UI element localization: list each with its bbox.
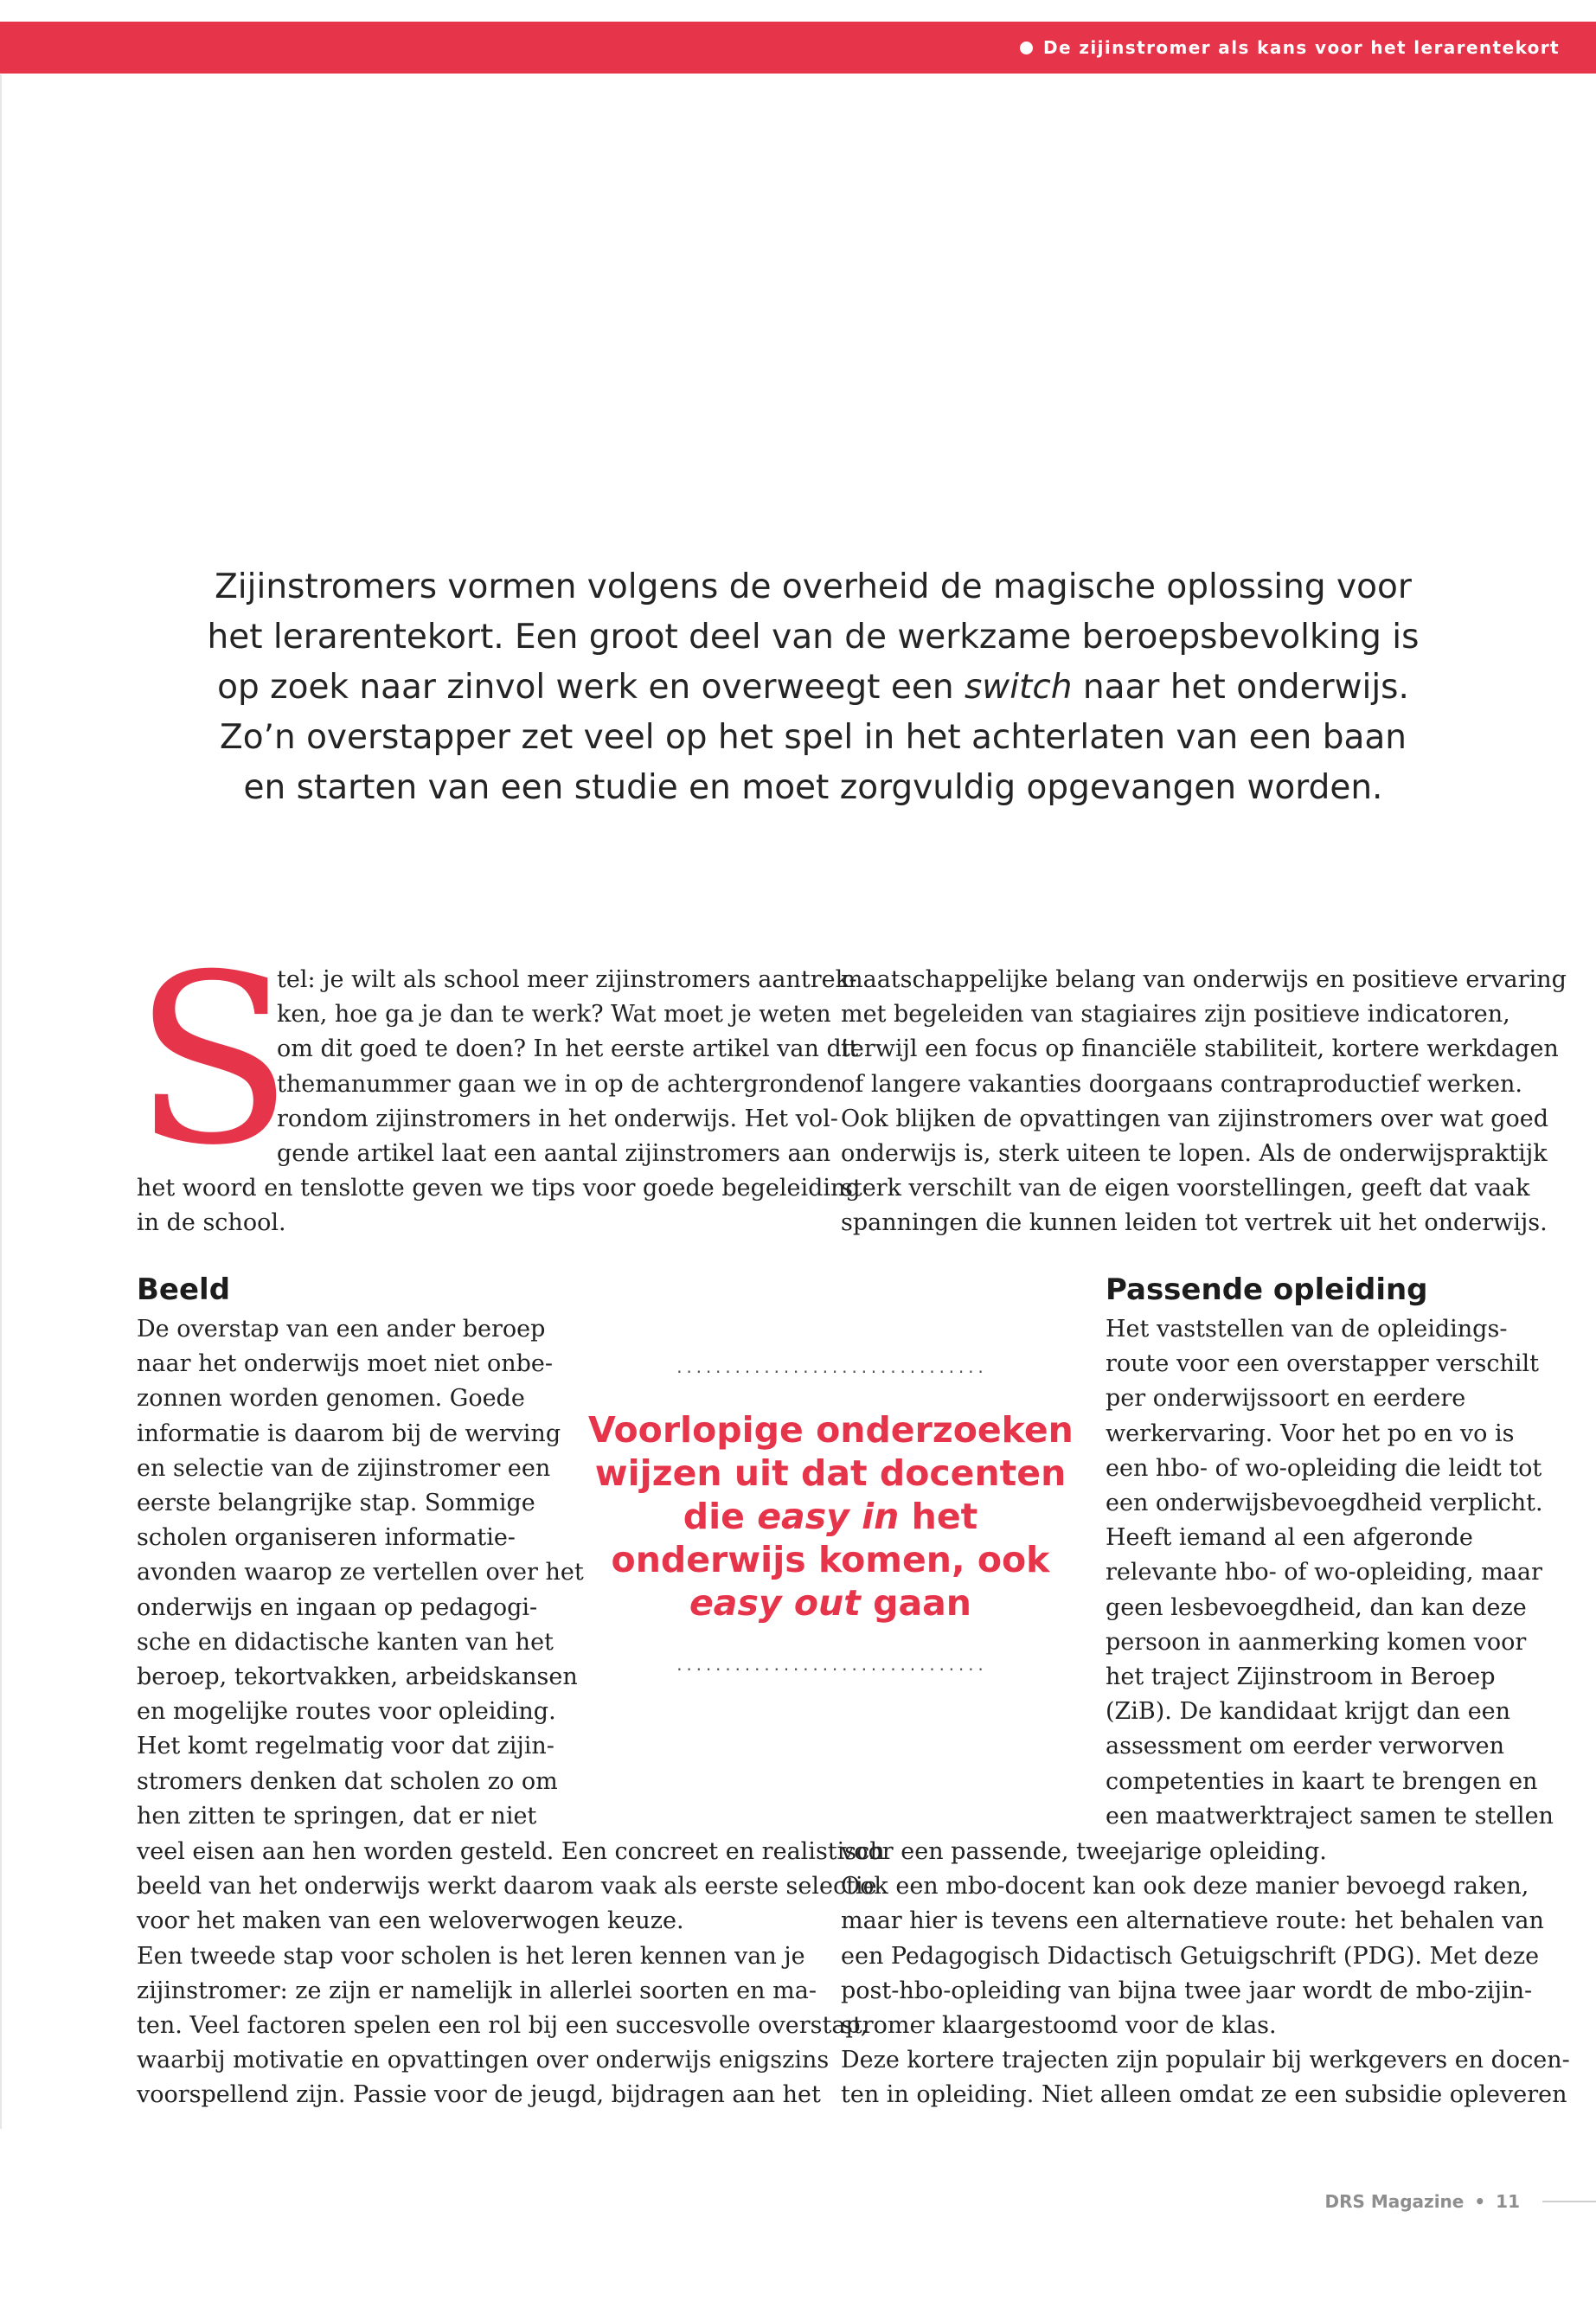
intro-line: Zijinstromers vormen volgens de overheid de magische oplossing voor [215, 567, 1412, 606]
quote-line: Voorlopige onderzoeken [588, 1409, 1074, 1451]
beeld-narrow-column [137, 1312, 586, 1834]
text-line: zonnen worden genomen. Goede [137, 1385, 525, 1413]
section-label [1020, 22, 1560, 74]
quote-text: gaan [860, 1582, 971, 1624]
text-line: competenties in kaart te brengen en [1106, 1767, 1538, 1795]
intro-paragraph [173, 562, 1453, 813]
text-line: een onderwijsbevoegdheid verplicht. [1106, 1490, 1543, 1517]
text-line: of langere vakanties doorgaans contraproductief werken. [841, 1070, 1522, 1098]
text-line: onderwijs is, sterk uiteen te lopen. Als de onderwijspraktijk [841, 1140, 1548, 1168]
text-line: terwijl een focus op financiële stabiliteit, kortere werkdagen [841, 1035, 1559, 1063]
intro-line: Zo’n overstapper zet veel op het spel in het achterlaten van een baan [219, 718, 1407, 757]
text-line: rondom zijinstromers in het onderwijs. Het vol- [277, 1105, 838, 1132]
heading-passende-opleiding: Passende opleiding [1106, 1272, 1428, 1307]
page-number: 11 [1496, 2191, 1520, 2212]
text-line: Ook een mbo-docent kan ook deze manier bevoegd raken, [841, 1873, 1529, 1900]
text-line: veel eisen aan hen worden gesteld. Een concreet en realistisch [137, 1838, 885, 1865]
text-line: geen lesbevoegdheid, dan kan deze [1106, 1593, 1527, 1621]
intro-emphasis: switch [964, 668, 1073, 707]
text-line: assessment om eerder verworven [1106, 1733, 1504, 1760]
text-line: stromers denken dat scholen zo om [137, 1767, 558, 1795]
text-line: Een tweede stap voor scholen is het leren kennen van je [137, 1942, 805, 1970]
text-line: post-hbo-opleiding van bijna twee jaar wordt de mbo-zijin- [841, 1977, 1533, 2004]
text-line: zijinstromer: ze zijn er namelijk in allerlei soorten en ma- [137, 1977, 817, 2004]
text-line: ten. Veel factoren spelen een rol bij een succesvolle overstap, [137, 2012, 869, 2040]
text-line: stromer klaargestoomd voor de klas. [841, 2012, 1277, 2040]
text-line: het woord en tenslotte geven we tips voor goede begeleiding [137, 1175, 861, 1202]
text-line: voor het maken van een weloverwogen keuze. [137, 1907, 684, 1935]
text-line: beeld van het onderwijs werkt daarom vaak als eerste selectie [137, 1873, 877, 1900]
quote-text: het [899, 1496, 978, 1537]
text-line: eerste belangrijke stap. Sommige [137, 1490, 535, 1517]
text-line: maar hier is tevens een alternatieve route: het behalen van [841, 1907, 1544, 1935]
intro-text: naar het onderwijs. [1072, 668, 1409, 707]
opleiding-wide-column [841, 1835, 1570, 2113]
text-line: Het komt regelmatig voor dat zijin- [137, 1733, 554, 1760]
footer-separator: • [1474, 2191, 1486, 2212]
text-line: route voor een overstapper verschilt [1106, 1350, 1540, 1378]
text-line: spanningen die kunnen leiden tot vertrek uit het onderwijs. [841, 1209, 1548, 1237]
text-line: Deze kortere trajecten zijn populair bij werkgevers en docen- [841, 2047, 1570, 2074]
text-line: Heeft iemand al een afgeronde [1106, 1524, 1473, 1552]
text-line: De overstap van een ander beroep [137, 1316, 546, 1343]
lead-right-column [841, 963, 1567, 1241]
lead-left-column [133, 924, 861, 1241]
intro-text: op zoek naar zinvol werk en overweegt een [217, 668, 965, 707]
text-line: persoon in aanmerking komen voor [1106, 1628, 1527, 1656]
text-line: relevante hbo- of wo-opleiding, maar [1106, 1559, 1542, 1586]
pull-quote [588, 1360, 1073, 1675]
text-line: waarbij motivatie en opvattingen over onderwijs enigszins [137, 2047, 830, 2074]
text-line: werkervaring. Voor het po en vo is [1106, 1420, 1515, 1447]
text-line: sche en didactische kanten van het [137, 1628, 554, 1656]
quote-text: die [683, 1496, 758, 1537]
text-line: in de school. [137, 1209, 286, 1237]
intro-line: en starten van een studie en moet zorgvuldig opgevangen worden. [243, 768, 1383, 807]
page-edge-rule [0, 74, 2, 2129]
text-line: gende artikel laat een aantal zijinstromers aan [277, 1140, 831, 1168]
text-line: om dit goed te doen? In het eerste artikel van dit [277, 1035, 859, 1063]
dotted-divider: ................................ [675, 1360, 986, 1377]
text-line: per onderwijssoort en eerdere [1106, 1385, 1466, 1413]
footer-rule [1542, 2201, 1596, 2202]
text-line: sterk verschilt van de eigen voorstellingen, geeft dat vaak [841, 1175, 1530, 1202]
page-footer [1324, 2189, 1596, 2214]
quote-emphasis: easy out [689, 1582, 861, 1624]
text-line: ken, hoe ga je dan te werk? Wat moet je weten [277, 1001, 831, 1029]
text-line: een hbo- of wo-opleiding die leidt tot [1106, 1454, 1542, 1482]
quote-line [588, 1495, 1073, 1538]
opleiding-narrow-column [1106, 1312, 1554, 1834]
dotted-divider: ................................ [675, 1657, 986, 1675]
quote-line [588, 1581, 1073, 1625]
quote-line: wijzen uit dat docenten [594, 1452, 1067, 1494]
text-line: en selectie van de zijinstromer een [137, 1454, 551, 1482]
text-line: voorspellend zijn. Passie voor de jeugd, bijdragen aan het [137, 2081, 821, 2109]
text-line: informatie is daarom bij de werving [137, 1420, 561, 1447]
text-line: ten in opleiding. Niet alleen omdat ze een subsidie opleveren [841, 2081, 1567, 2109]
heading-beeld: Beeld [137, 1272, 231, 1307]
text-line: met begeleiden van stagiaires zijn positieve indicatoren, [841, 1001, 1510, 1029]
pull-quote-text [588, 1408, 1073, 1625]
section-header-bar [0, 22, 1596, 74]
text-line: avonden waarop ze vertellen over het [137, 1559, 584, 1586]
magazine-name: DRS Magazine [1324, 2191, 1465, 2212]
text-line: een maatwerktraject samen te stellen [1106, 1802, 1554, 1830]
section-title: De zijinstromer als kans voor het lerarentekort [1043, 37, 1560, 58]
quote-emphasis: easy in [757, 1496, 900, 1537]
text-line: Het vaststellen van de opleidings- [1106, 1316, 1508, 1343]
text-line: beroep, tekortvakken, arbeidskansen [137, 1663, 578, 1691]
text-line: scholen organiseren informatie- [137, 1524, 516, 1552]
text-line: voor een passende, tweejarige opleiding. [841, 1838, 1327, 1865]
text-line: een Pedagogisch Didactisch Getuigschrift (PDG). Met deze [841, 1942, 1540, 1970]
text-line: Ook blijken de opvattingen van zijinstromers over wat goed [841, 1105, 1549, 1132]
text-line: onderwijs en ingaan op pedagogi- [137, 1593, 538, 1621]
circle-bullet-icon [1020, 42, 1033, 54]
intro-line [173, 663, 1453, 713]
beeld-wide-column [137, 1835, 885, 2113]
text-line: (ZiB). De kandidaat krijgt dan een [1106, 1698, 1511, 1726]
text-line: naar het onderwijs moet niet onbe- [137, 1350, 553, 1378]
text-line: en mogelijke routes voor opleiding. [137, 1698, 556, 1726]
intro-line: het lerarentekort. Een groot deel van de werkzame beroepsbevolking is [207, 618, 1420, 657]
text-line: hen zitten te springen, dat er niet [137, 1802, 537, 1830]
text-line: themanummer gaan we in op de achtergronden [277, 1070, 843, 1098]
text-line: het traject Zijinstroom in Beroep [1106, 1663, 1496, 1691]
drop-cap: S [133, 924, 293, 1196]
text-line: tel: je wilt als school meer zijinstromers aantrek- [277, 966, 857, 993]
text-line: maatschappelijke belang van onderwijs en positieve ervaring [841, 966, 1567, 993]
quote-line: onderwijs komen, ook [611, 1539, 1050, 1580]
